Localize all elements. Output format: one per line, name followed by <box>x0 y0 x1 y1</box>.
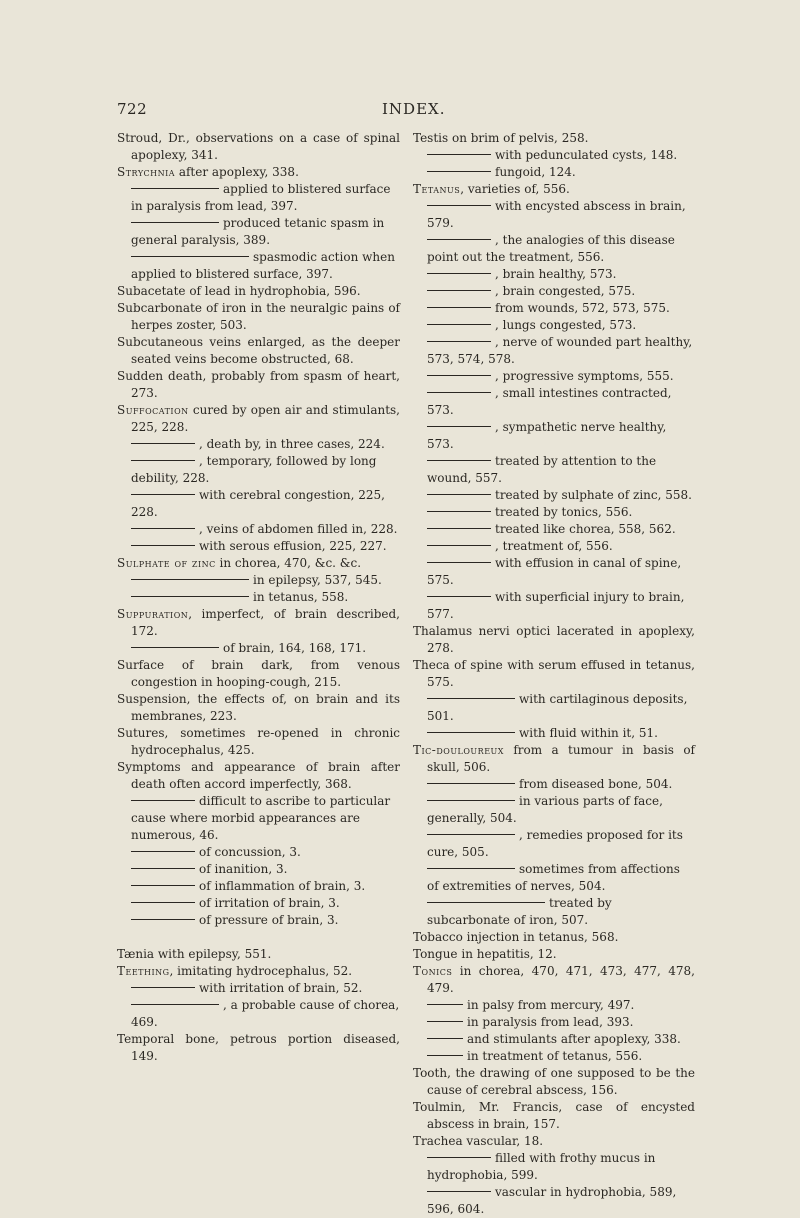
index-entry-text: in epilepsy, 537, 545. <box>253 573 382 587</box>
index-entry <box>413 1065 695 1099</box>
index-subentry <box>117 181 400 215</box>
index-entry <box>117 130 400 164</box>
index-entry-text: of inflammation of brain, 3. <box>199 879 366 893</box>
index-entry-text: filled with frothy mucus in hydrophobia, 599. <box>427 1151 656 1182</box>
index-subentry <box>413 504 695 521</box>
index-heading: Tetanus <box>413 182 461 196</box>
index-entry <box>413 963 695 997</box>
index-entry <box>413 929 695 946</box>
index-entry <box>413 1099 695 1133</box>
index-entry-text: Surface of brain dark, from venous congestion in hooping-cough, 215. <box>117 658 400 689</box>
index-subentry <box>413 283 695 300</box>
index-entry-text: Stroud, Dr., observations on a case of spinal apoplexy, 341. <box>117 131 400 162</box>
index-subentry <box>413 827 695 861</box>
index-subentry <box>413 147 695 164</box>
index-entry-text: of pressure of brain, 3. <box>199 913 339 927</box>
index-subentry <box>413 861 695 895</box>
index-entry-text: in tetanus, 558. <box>253 590 349 604</box>
index-entry-text: , the analogies of this disease point out the treatment, 556. <box>427 233 675 264</box>
index-entry <box>117 334 400 368</box>
index-entry-text: Testis on brim of pelvis, 258. <box>413 131 589 145</box>
index-subentry <box>413 1184 695 1218</box>
index-entry <box>117 164 400 181</box>
index-subentry <box>413 521 695 538</box>
index-entry <box>413 623 695 657</box>
index-entry-text: , nerve of wounded part healthy, 573, 574, 578. <box>427 335 693 366</box>
index-entry-text: , imperfect, of brain described, 172. <box>131 607 400 638</box>
index-entry-text: from diseased bone, 504. <box>519 777 673 791</box>
index-subentry <box>413 1048 695 1065</box>
index-entry-text: , a probable cause of chorea, 469. <box>131 998 400 1029</box>
index-entry-text: treated by subcarbonate of iron, 507. <box>427 896 612 927</box>
index-entry-text: treated by attention to the wound, 557. <box>427 454 657 485</box>
index-entry-text: applied to blistered surface in paralysis from lead, 397. <box>131 182 391 213</box>
index-subentry <box>117 844 400 861</box>
index-subentry <box>117 878 400 895</box>
index-subentry <box>117 980 400 997</box>
index-subentry <box>413 1031 695 1048</box>
index-subentry <box>413 997 695 1014</box>
index-entry-text: , treatment of, 556. <box>495 539 613 553</box>
index-subentry <box>413 419 695 453</box>
index-entry-text: , progressive symptoms, 555. <box>495 369 674 383</box>
index-entry <box>117 606 400 640</box>
index-subentry <box>413 793 695 827</box>
index-entry-text: in paralysis from lead, 393. <box>467 1015 634 1029</box>
index-entry-text: in treatment of tetanus, 556. <box>467 1049 643 1063</box>
index-subentry <box>413 691 695 725</box>
index-entry-text: treated by tonics, 556. <box>495 505 633 519</box>
index-subentry <box>413 334 695 368</box>
index-entry-text: , temporary, followed by long debility, 228. <box>131 454 377 485</box>
index-subentry <box>413 895 695 929</box>
index-entry <box>413 742 695 776</box>
index-entry-text: with irritation of brain, 52. <box>199 981 363 995</box>
index-subentry <box>117 215 400 249</box>
index-entry-text: treated like chorea, 558, 562. <box>495 522 676 536</box>
index-subentry <box>413 266 695 283</box>
index-subentry <box>117 521 400 538</box>
page-title: INDEX. <box>382 100 446 118</box>
index-subentry <box>117 538 400 555</box>
index-entry-text: with encysted abscess in brain, 579. <box>427 199 686 230</box>
index-subentry <box>413 164 695 181</box>
index-entry-text: , veins of abdomen filled in, 228. <box>199 522 398 536</box>
index-entry-text: of inanition, 3. <box>199 862 288 876</box>
index-entry-text: with cerebral congestion, 225, 228. <box>131 488 385 519</box>
index-entry-text: in palsy from mercury, 497. <box>467 998 635 1012</box>
index-entry-text: , imitating hydrocephalus, 52. <box>169 964 353 978</box>
index-entry-text: with superficial injury to brain, 577. <box>427 590 685 621</box>
index-heading: Teething <box>117 964 170 978</box>
index-entry <box>117 946 400 963</box>
index-subentry <box>413 589 695 623</box>
index-entry <box>117 555 400 572</box>
index-entry-text: fungoid, 124. <box>495 165 576 179</box>
index-column-right <box>413 130 695 1218</box>
index-entry-text: Subcarbonate of iron in the neuralgic pains of herpes zoster, 503. <box>117 301 400 332</box>
index-subentry <box>413 555 695 589</box>
index-entry-text: Trachea vascular, 18. <box>413 1134 544 1148</box>
index-entry <box>413 1133 695 1150</box>
index-entry-text: from a tumour in basis of skull, 506. <box>427 743 695 774</box>
index-entry-text: of brain, 164, 168, 171. <box>223 641 367 655</box>
index-entry <box>117 402 400 436</box>
index-entry-text: cured by open air and stimulants, 225, 228. <box>131 403 400 434</box>
index-entry-text: with effusion in canal of spine, 575. <box>427 556 682 587</box>
index-heading: Suffocation <box>117 403 189 417</box>
index-entry-text: , brain congested, 575. <box>495 284 636 298</box>
index-entry-text: Subacetate of lead in hydrophobia, 596. <box>117 284 361 298</box>
index-entry-text: of irritation of brain, 3. <box>199 896 340 910</box>
index-subentry <box>413 232 695 266</box>
index-entry-text: spasmodic action when applied to blistered surface, 397. <box>131 250 395 281</box>
index-entry-text: , lungs congested, 573. <box>495 318 637 332</box>
index-entry-text: , sympathetic nerve healthy, 573. <box>427 420 667 451</box>
index-entry-text: , remedies proposed for its cure, 505. <box>427 828 683 859</box>
index-entry-text: treated by sulphate of zinc, 558. <box>495 488 692 502</box>
index-subentry <box>413 198 695 232</box>
index-subentry <box>413 453 695 487</box>
index-entry-text: Tobacco injection in tetanus, 568. <box>413 930 619 944</box>
index-subentry <box>117 453 400 487</box>
index-entry-text: and stimulants after apoplexy, 338. <box>467 1032 681 1046</box>
index-entry-text: in chorea, 470, &c. &c. <box>215 556 362 570</box>
index-entry-text: Symptoms and appearance of brain after death often accord imperfectly, 368. <box>117 760 400 791</box>
index-heading: Tonics <box>413 964 453 978</box>
index-entry <box>117 657 400 691</box>
index-subentry <box>413 776 695 793</box>
index-entry-text: Sutures, sometimes re-opened in chronic hydrocephalus, 425. <box>117 726 400 757</box>
index-entry-text: Theca of spine with serum effused in tetanus, 575. <box>413 658 695 689</box>
index-entry-text: , varieties of, 556. <box>460 182 570 196</box>
index-entry-text: with pedunculated cysts, 148. <box>495 148 678 162</box>
index-subentry <box>117 912 400 929</box>
index-entry-text: Tongue in hepatitis, 12. <box>413 947 557 961</box>
index-entry-text: from wounds, 572, 573, 575. <box>495 301 670 315</box>
index-entry-text: vascular in hydrophobia, 589, 596, 604. <box>427 1185 677 1216</box>
index-entry-text: in chorea, 470, 471, 473, 477, 478, 479. <box>427 964 695 995</box>
index-subentry <box>413 385 695 419</box>
page-number: 722 <box>117 100 148 118</box>
index-column-left <box>117 130 400 1065</box>
index-subentry <box>413 368 695 385</box>
index-entry-text: Subcutaneous veins enlarged, as the deeper seated veins become obstructed, 68. <box>117 335 400 366</box>
index-entry <box>117 1031 400 1065</box>
index-subentry <box>117 487 400 521</box>
index-subentry <box>413 1014 695 1031</box>
index-heading: Strychnia <box>117 165 176 179</box>
index-entry <box>117 759 400 793</box>
index-entry <box>117 283 400 300</box>
entry-spacer <box>117 929 400 946</box>
index-subentry <box>413 725 695 742</box>
index-subentry <box>413 487 695 504</box>
index-entry <box>117 300 400 334</box>
index-entry-text: of concussion, 3. <box>199 845 301 859</box>
index-entry-text: sometimes from affections of extremities of nerves, 504. <box>427 862 680 893</box>
index-entry <box>413 946 695 963</box>
index-entry-text: Suspension, the effects of, on brain and its membranes, 223. <box>117 692 400 723</box>
index-entry-text: , death by, in three cases, 224. <box>199 437 385 451</box>
index-subentry <box>413 1150 695 1184</box>
index-entry <box>117 963 400 980</box>
page-header <box>117 100 687 124</box>
index-entry-text: after apoplexy, 338. <box>175 165 299 179</box>
index-subentry <box>117 572 400 589</box>
index-subentry <box>413 538 695 555</box>
index-entry-text: Sudden death, probably from spasm of heart, 273. <box>117 369 400 400</box>
index-entry-text: , small intestines contracted, 573. <box>427 386 672 417</box>
index-subentry <box>117 249 400 283</box>
index-heading: Suppuration <box>117 607 189 621</box>
index-entry <box>117 725 400 759</box>
index-subentry <box>413 300 695 317</box>
index-entry <box>117 691 400 725</box>
index-subentry <box>117 997 400 1031</box>
index-entry <box>413 657 695 691</box>
index-entry-text: Tooth, the drawing of one supposed to be the cause of cerebral abscess, 156. <box>413 1066 695 1097</box>
index-entry <box>413 130 695 147</box>
index-heading: Sulphate of zinc <box>117 556 216 570</box>
index-entry <box>413 181 695 198</box>
index-heading: Tic-douloureux <box>413 743 504 757</box>
index-entry-text: Toulmin, Mr. Francis, case of encysted abscess in brain, 157. <box>413 1100 695 1131</box>
index-entry-text: with fluid within it, 51. <box>519 726 658 740</box>
index-entry <box>117 368 400 402</box>
index-entry-text: difficult to ascribe to particular cause where morbid appearances are numerous, 46. <box>131 794 391 842</box>
index-entry-text: with cartilaginous deposits, 501. <box>427 692 688 723</box>
index-entry-text: Tænia with epilepsy, 551. <box>117 947 272 961</box>
index-entry-text: with serous effusion, 225, 227. <box>199 539 387 553</box>
index-entry-text: in various parts of face, generally, 504. <box>427 794 663 825</box>
index-entry-text: Thalamus nervi optici lacerated in apoplexy, 278. <box>413 624 695 655</box>
index-subentry <box>117 436 400 453</box>
index-subentry <box>117 895 400 912</box>
index-subentry <box>117 861 400 878</box>
index-subentry <box>117 793 400 844</box>
index-entry-text: produced tetanic spasm in general paralysis, 389. <box>131 216 385 247</box>
index-subentry <box>413 317 695 334</box>
index-subentry <box>117 640 400 657</box>
index-entry-text: Temporal bone, petrous portion diseased, 149. <box>117 1032 400 1063</box>
index-subentry <box>117 589 400 606</box>
index-entry-text: , brain healthy, 573. <box>495 267 617 281</box>
